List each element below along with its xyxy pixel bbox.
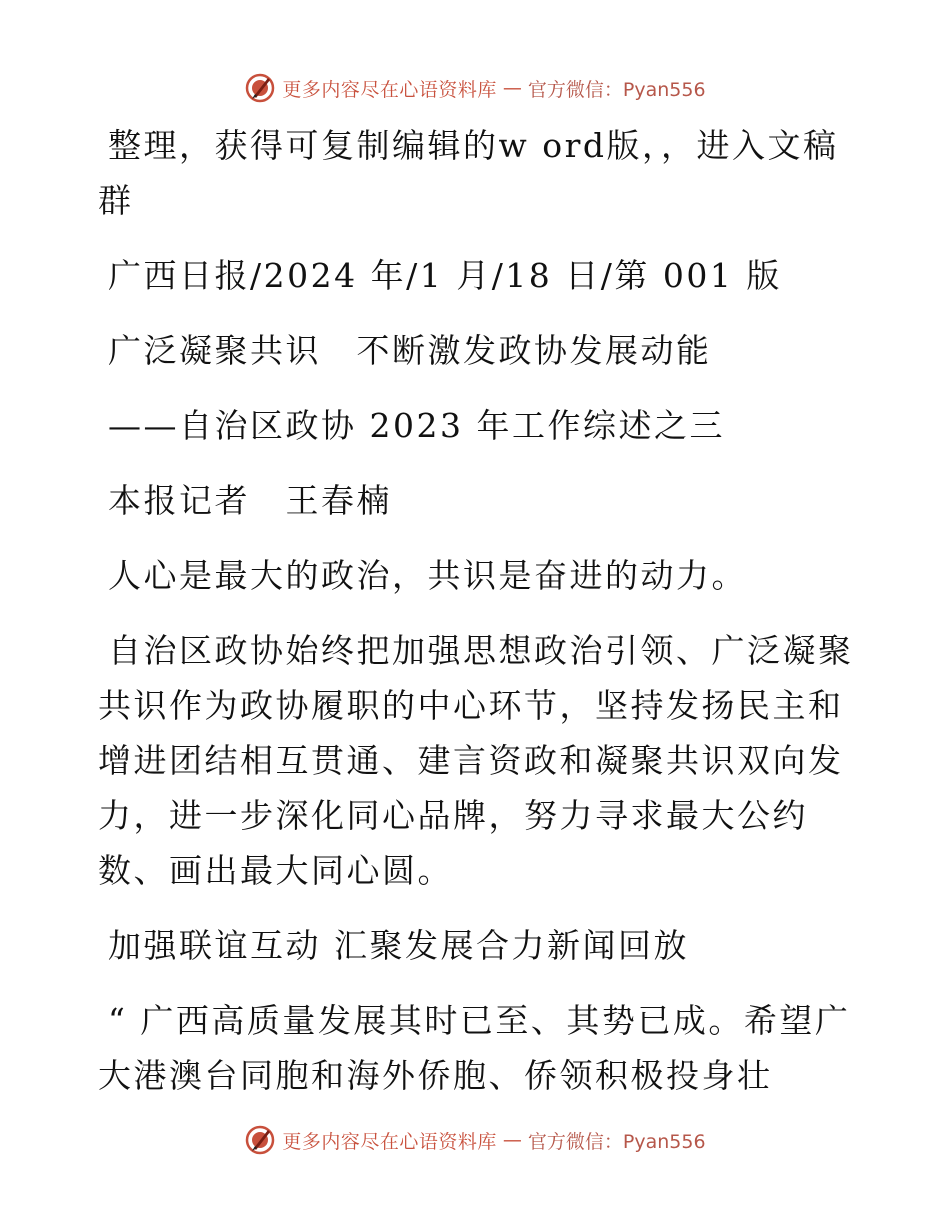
watermark-main-text: 更多内容尽在心语资料库 xyxy=(282,1130,497,1153)
watermark-dash: — xyxy=(502,1129,522,1151)
document-body xyxy=(98,118,858,1123)
watermark-sub-text: 官方微信：Pyan556 xyxy=(527,1130,706,1153)
paragraph-body: 自治区政协始终把加强思想政治引领、广泛凝聚共识作为政协履职的中心环节，坚持发扬民主和增进团结相互贯通、建言资政和凝聚共识双向发力，进一步深化同心品牌，努力寻求最大公约数、画出最大同心圆。 xyxy=(98,631,854,890)
watermark-main-text: 更多内容尽在心语资料库 xyxy=(282,78,497,101)
article-byline: 本报记者 王春楠 xyxy=(108,481,392,520)
article-subtitle: ——自治区政协 2023 年工作综述之三 xyxy=(108,406,725,445)
article-title: 广泛凝聚共识 不断激发政协发展动能 xyxy=(108,331,712,370)
paragraph-source-line: 广西日报/2024 年/1 月/18 日/第 001 版 xyxy=(108,256,782,295)
watermark-sub-text: 官方微信：Pyan556 xyxy=(527,78,706,101)
watermark-dash: — xyxy=(502,77,522,99)
paragraph-intro-note: 整理，获得可复制编辑的w ord版，，进入文稿群 xyxy=(98,126,839,220)
quill-pen-seal-icon xyxy=(244,1124,276,1156)
paragraph-lead: 人心是最大的政治，共识是奋进的动力。 xyxy=(108,556,747,595)
paragraph-quote: “ 广西高质量发展其时已至、其势已成。希望广大港澳台同胞和海外侨胞、侨领积极投身壮 xyxy=(98,1001,851,1095)
section-heading: 加强联谊互动 汇聚发展合力新闻回放 xyxy=(108,926,689,965)
footer-watermark xyxy=(0,1122,950,1158)
quill-pen-seal-icon xyxy=(244,72,276,104)
header-watermark xyxy=(0,70,950,106)
